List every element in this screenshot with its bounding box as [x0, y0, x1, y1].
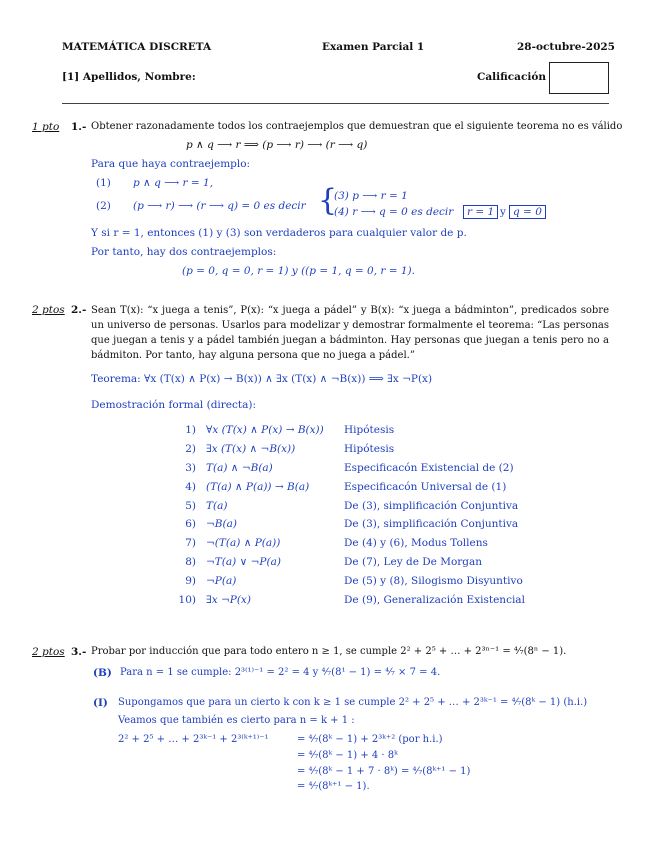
q1-line3: Por tanto, hay dos contraejemplos: — [91, 246, 277, 258]
q2-points: 2 ptos — [32, 304, 65, 316]
proof-step-formula: ¬(T(a) ∧ P(a)) — [206, 537, 281, 550]
name-label: [1] Apellidos, Nombre: — [62, 71, 196, 83]
q1-number: 1.- — [71, 121, 87, 133]
proof-step-number: 2) — [185, 443, 196, 456]
proof-step — [172, 421, 525, 440]
q3-induction-text: Supongamos que para un cierto k con k ≥ 1 se cumple 2² + 2⁵ + … + 2³ᵏ⁻¹ = ⁴⁄₇(8ᵏ − 1) (h.i.) — [118, 697, 588, 708]
proof-step-number: 1) — [185, 424, 196, 437]
q1-theorem: p ∧ q ⟶ r ⟹ (p ⟶ r) ⟶ (r ⟶ q) — [186, 139, 368, 151]
proof-step-justification: Hipótesis — [344, 443, 395, 456]
q2-statement: Sean T(x): “x juega a tenis”, P(x): “x juega a pádel” y B(x): “x juega a bádminton”, predicados sobre un universo de personas. Usarlos para modelizar y demostrar formalmente el teorema: “Las personas que juegan a tenis y a pádel también juegan a bádminton. Hay personas que juegan a tenis pero no a bádmiton. Por tanto, hay alguna persona que no juega a pádel.” — [91, 305, 609, 361]
proof-step — [172, 477, 525, 496]
q1-c1-num: (1) — [96, 177, 111, 189]
header-divider — [62, 103, 609, 104]
grade-box[interactable] — [549, 62, 609, 94]
proof-step-justification: De (3), simplificación Conjuntiva — [344, 499, 519, 512]
proof-step-number: 9) — [185, 574, 196, 587]
proof-step-justification: Especificacón Existencial de (2) — [344, 461, 514, 474]
q3-eq4: = ⁴⁄₇(8ᵏ⁺¹ − 1). — [297, 781, 370, 792]
proof-step-justification: De (5) y (8), Silogismo Disyuntivo — [344, 574, 523, 587]
proof-step-formula: ¬P(a) — [206, 574, 237, 587]
proof-step-number: 10) — [178, 593, 196, 606]
proof-step — [172, 496, 525, 515]
q1-box-r: r = 1 — [463, 205, 498, 219]
q3-points: 2 ptos — [32, 646, 65, 658]
proof-step-number: 6) — [185, 518, 196, 531]
q2-theorem: Teorema: ∀x (T(x) ∧ P(x) → B(x)) ∧ ∃x (T(x) ∧ ¬B(x)) ⟹ ∃x ¬P(x) — [91, 373, 433, 385]
q3-base-text: Para n = 1 se cumple: 2³⁽¹⁾⁻¹ = 2² = 4 y ⁴⁄₇(8¹ − 1) = ⁴⁄₇ × 7 = 4. — [120, 667, 441, 678]
q3-eq3: = ⁴⁄₇(8ᵏ − 1 + 7 · 8ᵏ) = ⁴⁄₇(8ᵏ⁺¹ − 1) — [297, 766, 471, 777]
proof-step-formula: ∃x (T(x) ∧ ¬B(x)) — [206, 443, 296, 456]
q2-number: 2.- — [71, 304, 87, 316]
course-title: MATEMÁTICA DISCRETA — [62, 41, 212, 53]
proof-step — [172, 440, 525, 459]
proof-step — [172, 590, 525, 609]
proof-step-formula: T(a) ∧ ¬B(a) — [206, 461, 273, 474]
proof-step — [172, 459, 525, 478]
q3-statement: Probar por inducción que para todo entero n ≥ 1, se cumple 2² + 2⁵ + … + 2³ⁿ⁻¹ = ⁴⁄₇(8ⁿ − 1). — [91, 646, 567, 657]
q3-induction-line2: Veamos que también es cierto para n = k + 1 : — [118, 715, 355, 726]
proof-step-justification: De (3), simplificación Conjuntiva — [344, 518, 519, 531]
proof-step-formula: (T(a) ∧ P(a)) → B(a) — [206, 480, 310, 493]
q1-c2: (p ⟶ r) ⟶ (r ⟶ q) = 0 es decir — [133, 200, 306, 212]
q1-line1: Para que haya contraejemplo: — [91, 158, 251, 170]
exam-date: 28-octubre-2025 — [517, 41, 615, 53]
proof-step — [172, 571, 525, 590]
q1-c3: (3) p ⟶ r = 1 — [334, 190, 408, 202]
q3-base-label: (B) — [93, 667, 112, 679]
q3-eq1: = ⁴⁄₇(8ᵏ − 1) + 2³ᵏ⁺² (por h.i.) — [297, 734, 443, 745]
proof-step-justification: De (4) y (6), Modus Tollens — [344, 537, 488, 550]
proof-step — [172, 534, 525, 553]
proof-step-formula: ¬B(a) — [206, 518, 237, 531]
proof-step-justification: Especificacón Universal de (1) — [344, 480, 507, 493]
proof-step-number: 8) — [185, 555, 196, 568]
proof-step-number: 4) — [185, 480, 196, 493]
q1-points: 1 pto — [32, 121, 60, 133]
q1-c1: p ∧ q ⟶ r = 1, — [133, 177, 214, 189]
q3-induction-label: (I) — [93, 697, 108, 709]
proof-step-justification: De (7), Ley de De Morgan — [344, 555, 483, 568]
proof-step-justification: Hipótesis — [344, 424, 395, 437]
proof-step-number: 7) — [185, 537, 196, 550]
q1-statement: Obtener razonadamente todos los contraejemplos que demuestran que el siguiente teorema no es válido — [91, 121, 623, 132]
q1-answer: (p = 0, q = 0, r = 1) y ((p = 1, q = 0, r = 1). — [182, 265, 415, 277]
grade-label: Calificación — [477, 71, 546, 83]
q1-box-q: q = 0 — [509, 205, 546, 219]
proof-step-formula: ¬T(a) ∨ ¬P(a) — [206, 555, 281, 568]
q1-c4: (4) r ⟶ q = 0 es decir — [334, 206, 454, 218]
q1-c2-num: (2) — [96, 200, 111, 212]
exam-title: Examen Parcial 1 — [322, 41, 425, 53]
q1-y: y — [500, 206, 506, 218]
proof-step-justification: De (9), Generalización Existencial — [344, 593, 525, 606]
proof-step-formula: ∀x (T(x) ∧ P(x) → B(x)) — [206, 424, 324, 437]
q3-eq2: = ⁴⁄₇(8ᵏ − 1) + 4 · 8ᵏ — [297, 750, 398, 761]
proof-step-number: 3) — [185, 461, 196, 474]
q1-brace: { — [318, 183, 338, 218]
proof-step-number: 5) — [185, 499, 196, 512]
q3-number: 3.- — [71, 646, 87, 658]
q2-demo-title: Demostración formal (directa): — [91, 399, 257, 411]
q3-lhs: 2² + 2⁵ + … + 2³ᵏ⁻¹ + 2³⁽ᵏ⁺¹⁾⁻¹ — [118, 734, 269, 745]
proof-step-formula: ∃x ¬P(x) — [206, 593, 251, 606]
proof-step-formula: T(a) — [206, 499, 228, 512]
q1-line2: Y si r = 1, entonces (1) y (3) son verdaderos para cualquier valor de p. — [91, 227, 467, 239]
proof-step — [172, 515, 525, 534]
proof-step — [172, 553, 525, 572]
q2-proof-table — [172, 421, 525, 609]
